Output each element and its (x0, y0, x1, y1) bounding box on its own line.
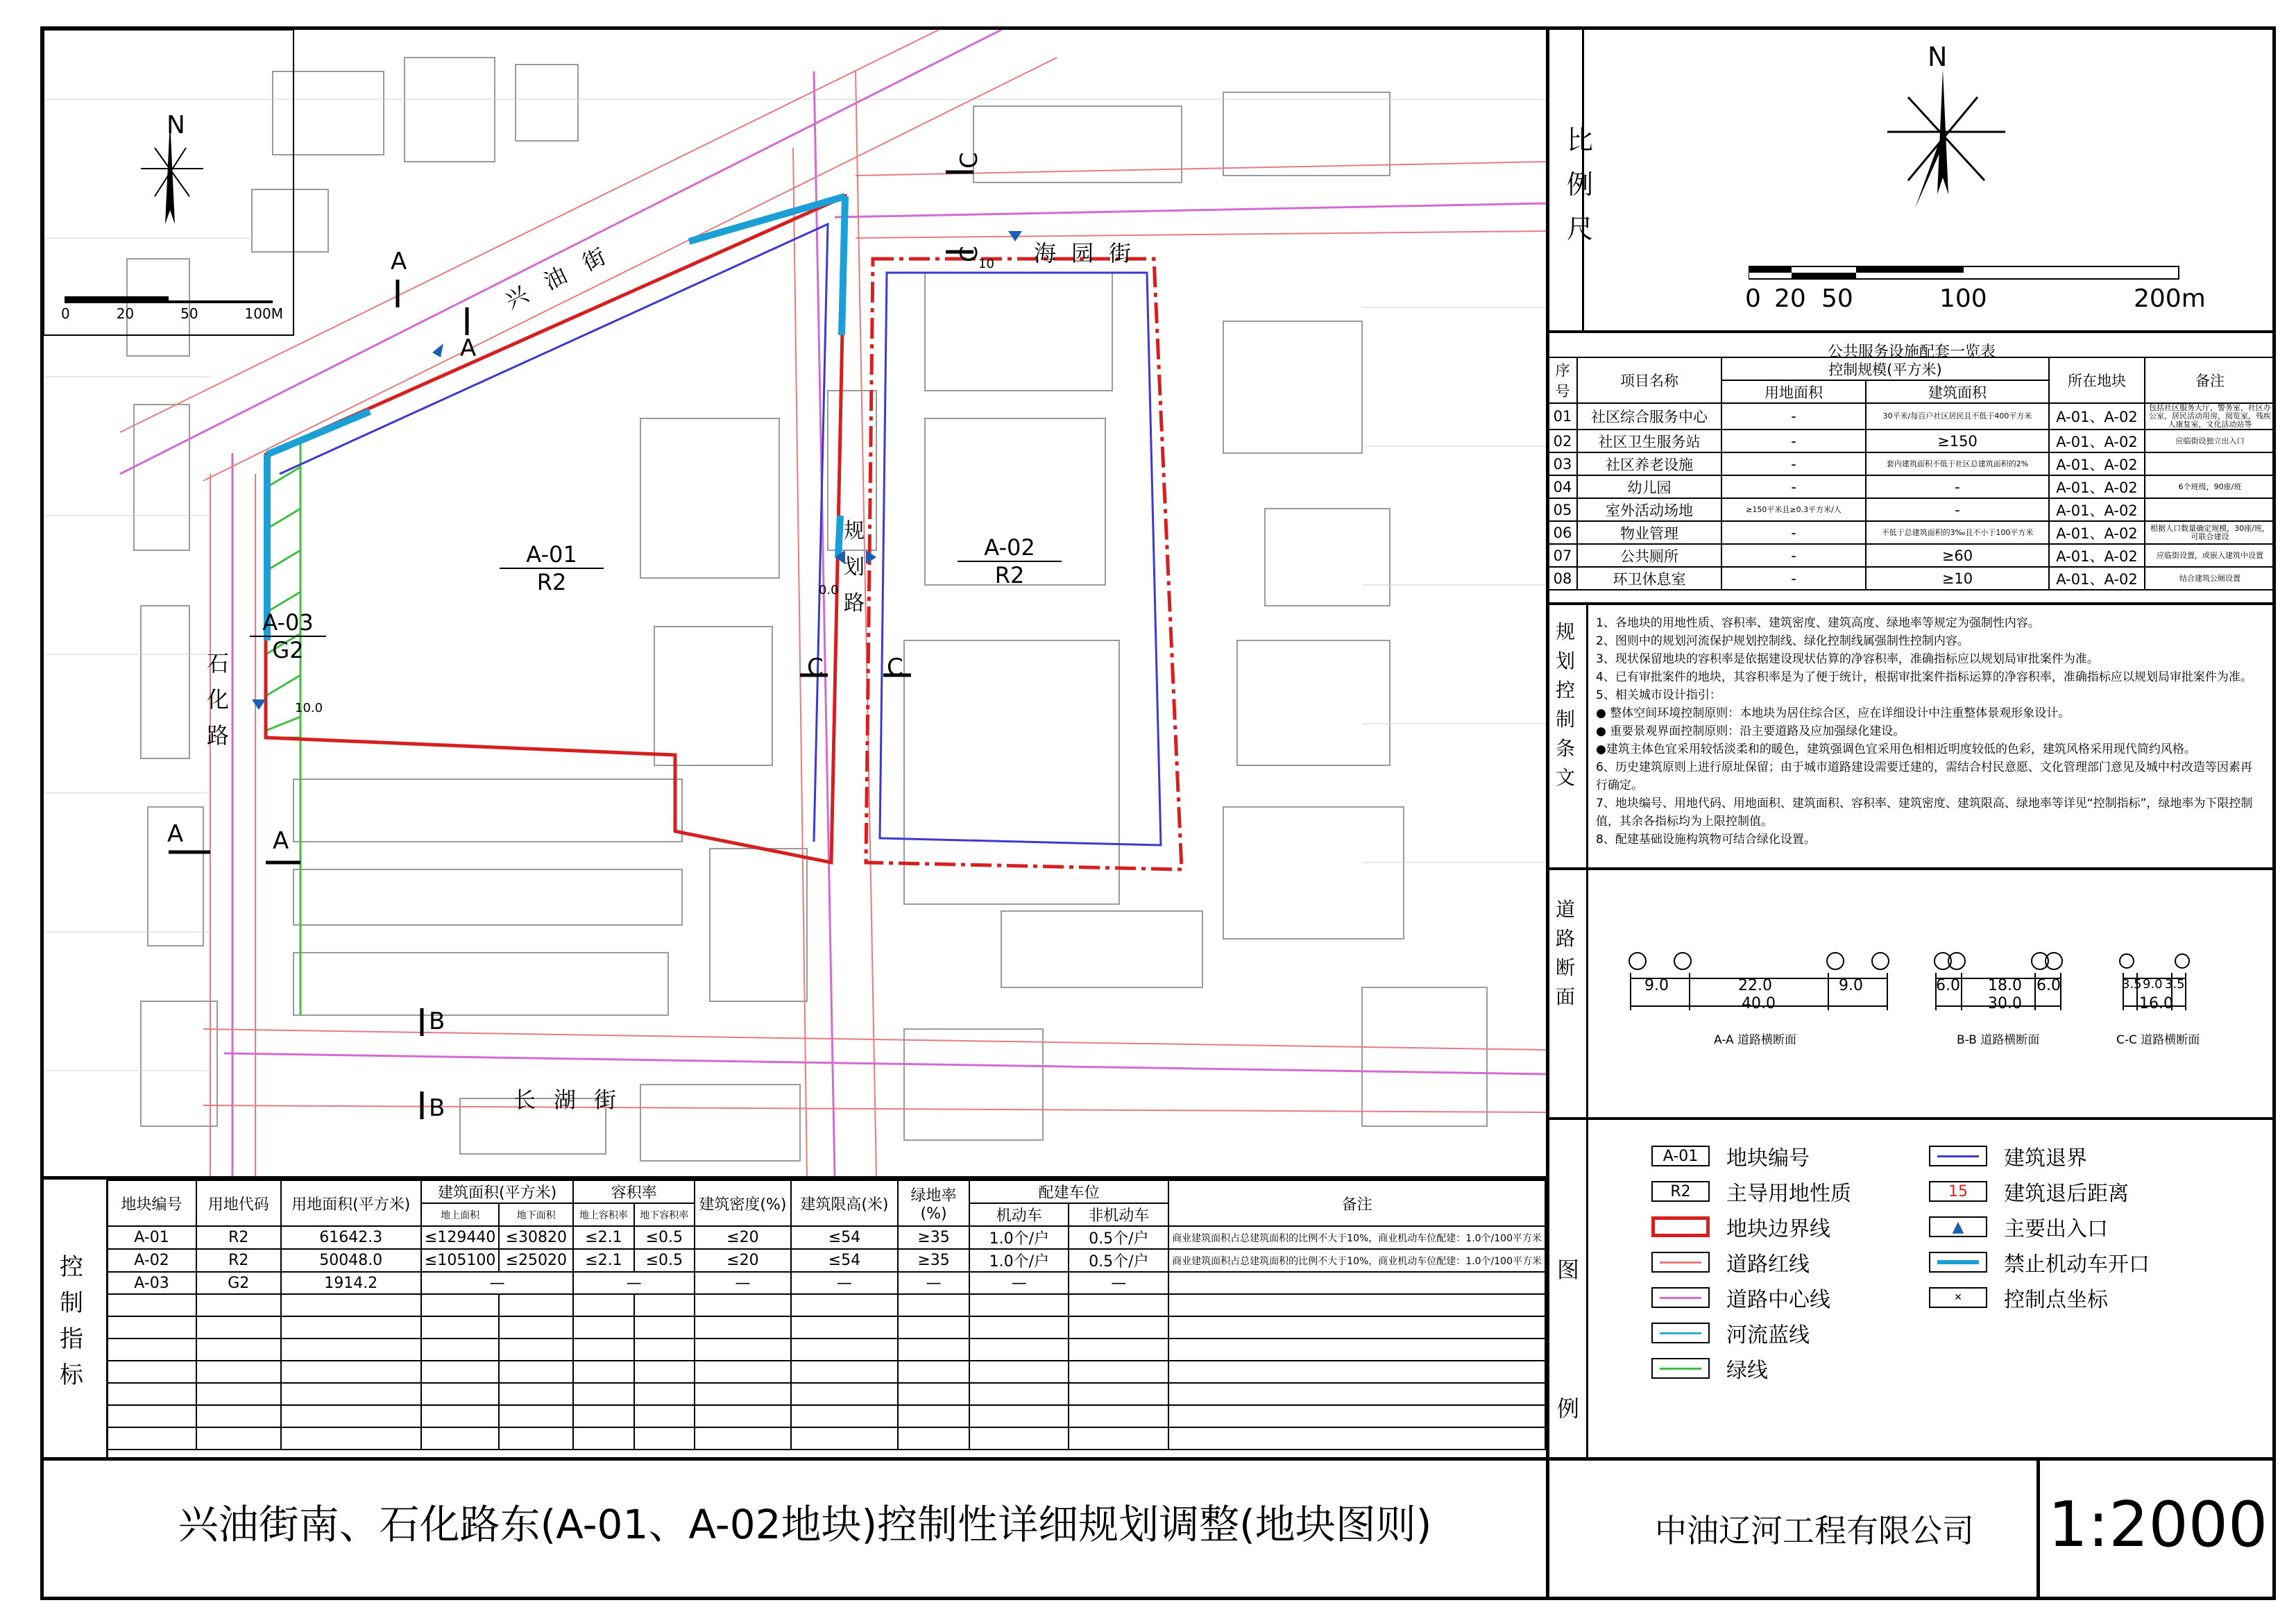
ctrl-motor: 1.0个/户 (969, 1249, 1069, 1272)
fac-note: 根据人口数量确定规模，30座/班，可联合建设 (2145, 521, 2275, 544)
ctrl-note: 商业建筑面积占总建筑面积的比例不大于10%，商业机动车位配建：1.0个/100平方米 (1168, 1249, 1545, 1272)
aa-part: 9.0 (1644, 977, 1669, 994)
ctrl-height: ≤54 (791, 1249, 898, 1272)
ctrl-motor: 1.0个/户 (969, 1226, 1069, 1249)
scale-bar-panel (1749, 264, 2193, 284)
ctrl-h-parcel: 地块编号 (107, 1180, 196, 1226)
fac-name: 社区养老设施 (1577, 452, 1721, 475)
fac-row (1548, 430, 2275, 452)
ctrl-code: R2 (196, 1249, 281, 1272)
fac-h-land: 用地面积 (1721, 380, 1866, 403)
fac-row (1548, 567, 2275, 590)
parcel-code: G2 (272, 637, 304, 663)
fac-row (1548, 452, 2275, 475)
fac-land: ≥150平米且≥0.3平方米/人 (1721, 498, 1866, 521)
parcel-id: A-01 (500, 541, 604, 569)
fac-h-parcel: 所在地块 (2049, 357, 2145, 403)
ctrl-parcel: A-01 (107, 1226, 196, 1249)
road-title: 道路断面 (1556, 898, 1576, 1008)
legend-symbol (1651, 1216, 1710, 1237)
parcel-boundary-a01 (266, 196, 845, 863)
ctrl-area: 61642.3 (281, 1226, 421, 1249)
scale-tick: 100 (1939, 284, 1987, 313)
fac-h-seq: 序号 (1548, 357, 1577, 403)
svg-text:C: C (955, 246, 983, 262)
bb-part: 6.0 (2036, 977, 2061, 994)
fac-h-floor: 建筑面积 (1866, 380, 2049, 403)
parcel-code: R2 (994, 562, 1025, 588)
street-changhu: 长湖街 (513, 1087, 635, 1113)
ctrl-row (107, 1226, 1545, 1249)
fac-floor: - (1866, 475, 2049, 498)
legend-label: 建筑退界 (2004, 1146, 2087, 1171)
fac-floor: 30平米/每百户社区居民且不低于400平方米 (1866, 403, 2049, 430)
legend-item (1651, 1176, 1851, 1207)
ctrl-farb: ≤0.5 (634, 1249, 695, 1272)
fac-row (1548, 475, 2275, 498)
ctrl-row (107, 1249, 1545, 1272)
scale-small-tick: 50 (180, 305, 198, 322)
ctrl-h-green: 绿地率(%) (898, 1180, 969, 1226)
fac-name: 幼儿园 (1577, 475, 1721, 498)
legend-item (1651, 1318, 1810, 1348)
ctrl-motor: — (969, 1272, 1069, 1294)
fac-note (2145, 452, 2275, 475)
legend-item (1929, 1141, 2087, 1171)
fac-seq: 03 (1548, 452, 1577, 475)
rule-item: 2、图则中的规划河流保护规划控制线、绿化控制线属强制性控制内容。 (1596, 634, 1969, 648)
ctrl-nonmotor: — (1069, 1272, 1168, 1294)
fac-floor: 套内建筑面积不低于社区总建筑面积的2% (1866, 452, 2049, 475)
cc-total: 16.0 (2139, 995, 2173, 1012)
legend-symbol (1651, 1358, 1710, 1379)
fac-name: 室外活动场地 (1577, 498, 1721, 521)
legend-item (1651, 1282, 1830, 1313)
fac-row (1548, 498, 2275, 521)
legend-item (1929, 1247, 2150, 1277)
fac-floor: 不低于总建筑面积的3‰且不小于100平方米 (1866, 521, 2049, 544)
parcel-label-a01 (500, 541, 604, 595)
ctrl-h-far-above: 地上容积率 (573, 1203, 633, 1226)
ctrl-h-floor-below: 地下面积 (499, 1203, 573, 1226)
fac-parcel: A-01、A-02 (2049, 544, 2145, 567)
fac-note: 包括社区服务大厅，警务室，社区办公室，居民活动用房，阅览室，残疾人康复室，文化活动站等 (2145, 403, 2275, 430)
legend-symbol (1929, 1216, 1987, 1237)
legend-symbol (1929, 1252, 1987, 1273)
legend-label: 道路中心线 (1726, 1288, 1830, 1312)
fac-name: 物业管理 (1577, 521, 1721, 544)
fac-land: - (1721, 475, 1866, 498)
ctrl-fa: ≤105100 (421, 1249, 499, 1272)
ctrl-area: 50048.0 (281, 1249, 421, 1272)
cc-part: 3.5 (2122, 977, 2142, 992)
fac-name: 环卫休息室 (1577, 567, 1721, 590)
ctrl-code: R2 (196, 1226, 281, 1249)
company-name: 中油辽河工程有限公司 (1655, 1512, 1974, 1549)
scale-bar-small (65, 296, 273, 303)
entrance-icon: ▲ (1952, 1218, 1964, 1236)
ctrl-farb: ≤0.5 (634, 1226, 695, 1249)
ctrl-height: — (791, 1272, 898, 1294)
fac-parcel: A-01、A-02 (2049, 403, 2145, 430)
legend-label: 河流蓝线 (1726, 1323, 1810, 1348)
divider-company (2036, 1457, 2040, 1600)
scale-tick: 20 (1774, 284, 1806, 313)
legend-symbol (1929, 1146, 1987, 1166)
ctrl-parcel: A-03 (107, 1272, 196, 1294)
cc-part: 3.5 (2165, 977, 2185, 992)
north-label-panel: N (1928, 42, 1948, 72)
ctrl-h-floor-above: 地上面积 (421, 1203, 499, 1226)
scale-tick: 200m (2134, 284, 2206, 313)
ctrl-h-far: 容积率 (573, 1180, 695, 1203)
facility-table-wrap (1547, 340, 2276, 590)
parcel-id: A-03 (250, 609, 326, 637)
fac-land: - (1721, 452, 1866, 475)
rules-title: 规划控制条文 (1556, 620, 1576, 789)
legend-symbol (1929, 1181, 1987, 1202)
scale-small-tick: 0 (61, 305, 70, 322)
street-guihua: 规划路 (844, 519, 865, 615)
planning-map (44, 30, 1546, 1176)
legend-item (1929, 1282, 2108, 1313)
control-point-icon: ✕ (1954, 1292, 1962, 1303)
ctrl-fara: ≤2.1 (573, 1249, 633, 1272)
ctrl-fb: ≤25020 (499, 1249, 573, 1272)
rule-item: 8、配建基础设施构筑物可结合绿化设置。 (1596, 833, 1816, 847)
ctrl-height: ≤54 (791, 1226, 898, 1249)
svg-text:C: C (807, 654, 824, 681)
fac-note (2145, 498, 2275, 521)
footer-title: 兴油街南、石化路东(A-01、A-02地块)控制性详细规划调整(地块图则) (178, 1501, 1432, 1548)
ctrl-density: ≤20 (695, 1226, 791, 1249)
fac-land: - (1721, 403, 1866, 430)
fac-floor: ≥60 (1866, 544, 2049, 567)
fac-land: - (1721, 430, 1866, 452)
legend-label: 主要出入口 (2004, 1217, 2108, 1241)
section-name-aa: A-A 道路横断面 (1714, 1033, 1797, 1047)
divider-scale (1547, 330, 2276, 333)
fac-seq: 06 (1548, 521, 1577, 544)
street-xingyou: 兴油街 (500, 233, 629, 314)
svg-text:A: A (167, 820, 184, 848)
legend-symbol (1651, 1287, 1710, 1308)
rule-item: ●建筑主体色宜采用较恬淡柔和的暖色，建筑强调色宜采用色相相近明度较低的色彩，建筑风格采用现代简约风格。 (1596, 742, 2196, 756)
control-table (106, 1180, 1546, 1450)
fac-note: 6个班级，90座/班 (2145, 475, 2275, 498)
bb-total: 30.0 (1988, 995, 2022, 1012)
ctrl-h-nonmotor: 非机动车 (1069, 1203, 1168, 1226)
ctrl-h-motor: 机动车 (969, 1203, 1069, 1226)
divider-footer (40, 1457, 2276, 1461)
parcel-a03 (266, 439, 300, 1015)
section-name-cc: C-C 道路横断面 (2116, 1033, 2200, 1047)
fac-seq: 02 (1548, 430, 1577, 452)
fac-parcel: A-01、A-02 (2049, 452, 2145, 475)
aa-total: 40.0 (1742, 995, 1776, 1012)
fac-row (1548, 403, 2275, 430)
ctrl-h-floor: 建筑面积(平方米) (421, 1180, 573, 1203)
legend-item (1651, 1141, 1810, 1171)
ctrl-row (107, 1272, 1545, 1294)
ctrl-nonmotor: 0.5个/户 (1069, 1226, 1168, 1249)
fac-parcel: A-01、A-02 (2049, 567, 2145, 590)
rule-item: ● 重要景观界面控制原则：沿主要道路及应加强绿化建设。 (1596, 724, 1905, 738)
north-label-map: N (167, 111, 185, 139)
setback-label: 10.0 (295, 701, 323, 715)
scale-title: 比例尺 (1567, 125, 1594, 244)
rule-item: 6、历史建筑原则上进行原址保留；由于城市道路建设需要迁建的，需结合村民意愿、文化管理部门意见及城中村改造等因素再行确定。 (1596, 760, 2252, 792)
ctrl-h-code: 用地代码 (196, 1180, 281, 1226)
legend-label: 道路红线 (1726, 1252, 1810, 1277)
svg-text:C: C (955, 152, 983, 169)
legend-label: 控制点坐标 (2004, 1288, 2108, 1312)
ctrl-green: — (898, 1272, 969, 1294)
ctrl-fb: ≤30820 (499, 1226, 573, 1249)
rule-item: 4、已有审批案件的地块，其容积率是为了便于统计，根据审批案件指标运算的净容积率，准确指标应以规划局审批案件为准。 (1596, 670, 2252, 684)
svg-text:B: B (429, 1094, 445, 1122)
rule-item: 5、相关城市设计指引： (1596, 688, 1721, 702)
ctrl-fa: — (421, 1272, 573, 1294)
svg-text:B: B (429, 1008, 445, 1035)
bb-part: 6.0 (1936, 977, 1960, 994)
fac-land: - (1721, 567, 1866, 590)
parcel-label-a02 (958, 534, 1062, 588)
scale-small-tick: 20 (116, 305, 135, 322)
fac-parcel: A-01、A-02 (2049, 475, 2145, 498)
fac-name: 社区综合服务中心 (1577, 403, 1721, 430)
divider-rules (1547, 602, 2276, 605)
rule-item: 3、现状保留地块的容积率是依据建设现状估算的净容积率，准确指标应以规划局审批案件为准。 (1596, 652, 2099, 666)
fac-name: 社区卫生服务站 (1577, 430, 1721, 452)
legend-item (1651, 1353, 1768, 1384)
scale-small-ticks (61, 305, 283, 322)
parcel-label-a03 (250, 609, 326, 663)
ctrl-fa: ≤129440 (421, 1226, 499, 1249)
legend-symbol: R2 (1651, 1181, 1710, 1202)
legend-symbol (1929, 1287, 1987, 1308)
fac-floor: - (1866, 498, 2049, 521)
ctrl-h-area: 用地面积(平方米) (281, 1180, 421, 1226)
bb-part: 18.0 (1988, 977, 2022, 994)
divider-legend (1547, 1117, 2276, 1120)
fac-h-note: 备注 (2145, 357, 2275, 403)
rules-text (1596, 614, 2255, 849)
ctrl-nonmotor: 0.5个/户 (1069, 1249, 1168, 1272)
svg-text:A: A (460, 334, 477, 362)
fac-land: - (1721, 544, 1866, 567)
facility-title: 公共服务设施配套一览表 (1827, 343, 1996, 361)
ctrl-h-parking: 配建车位 (969, 1180, 1168, 1203)
divider-road (1547, 867, 2276, 870)
legend-label: 建筑退后距离 (2004, 1182, 2129, 1206)
legend-label: 绿线 (1726, 1359, 1768, 1383)
north-arrow-panel (1873, 42, 2026, 236)
svg-text:A: A (391, 248, 407, 275)
ctrl-h-note: 备注 (1168, 1180, 1545, 1226)
fac-parcel: A-01、A-02 (2049, 521, 2145, 544)
rule-item: 7、地块编号、用地代码、用地面积、建筑面积、容积率、建筑密度、建筑限高、绿地率等详见“控制指标”，绿地率为下限控制值，其余各指标均为上限控制值。 (1596, 797, 2253, 829)
base-buildings (127, 58, 1487, 1161)
legend-item (1651, 1247, 1810, 1277)
fac-note: 应临街设独立出入口 (2145, 430, 2275, 452)
ctrl-note (1168, 1272, 1545, 1294)
main-entrances (252, 231, 1022, 710)
parcel-code: R2 (536, 569, 567, 595)
fac-floor: ≥10 (1866, 567, 2049, 590)
facility-table (1547, 357, 2276, 590)
setback-distance-icon: 15 (1948, 1182, 1968, 1200)
ctrl-green: ≥35 (898, 1226, 969, 1249)
svg-text:C: C (887, 654, 903, 681)
cc-part: 9.0 (2143, 977, 2163, 992)
fac-name: 公共厕所 (1577, 544, 1721, 567)
aa-part: 22.0 (1738, 977, 1772, 994)
street-shihua: 石化路 (207, 650, 230, 749)
fac-note: 应临街设置，或嵌入建筑中设置 (2145, 544, 2275, 567)
ctrl-green: ≥35 (898, 1249, 969, 1272)
legend-symbol (1651, 1252, 1710, 1273)
ctrl-code: G2 (196, 1272, 281, 1294)
fac-row (1548, 544, 2275, 567)
drawing-scale: 1:2000 (2048, 1488, 2268, 1561)
section-name-bb: B-B 道路横断面 (1957, 1033, 2040, 1047)
ctrl-fara: ≤2.1 (573, 1226, 633, 1249)
fac-seq: 01 (1548, 403, 1577, 430)
fac-land: - (1721, 521, 1866, 544)
legend-item (1651, 1212, 1830, 1242)
legend-label: 地块编号 (1726, 1146, 1810, 1171)
setback-label: 0.0 (819, 583, 839, 597)
fac-seq: 08 (1548, 567, 1577, 590)
legend-label: 主导用地性质 (1726, 1182, 1851, 1206)
fac-seq: 04 (1548, 475, 1577, 498)
ctrl-h-density: 建筑密度(%) (695, 1180, 791, 1226)
legend-item (1929, 1212, 2108, 1242)
street-haiyuan: 海园街 (1034, 240, 1147, 266)
fac-h-control: 控制规模(平方米) (1721, 357, 2049, 380)
aa-part: 9.0 (1839, 977, 1863, 994)
fac-seq: 05 (1548, 498, 1577, 521)
fac-floor: ≥150 (1866, 430, 2049, 452)
fac-seq: 07 (1548, 544, 1577, 567)
ctrl-density: ≤20 (695, 1249, 791, 1272)
scale-tick: 50 (1821, 284, 1853, 313)
ctrl-density: — (695, 1272, 791, 1294)
svg-text:A: A (273, 827, 289, 855)
ctrl-parcel: A-02 (107, 1249, 196, 1272)
ctrl-h-height: 建筑限高(米) (791, 1180, 898, 1226)
legend-title: 图例 (1557, 1257, 1580, 1422)
legend-symbol (1651, 1323, 1710, 1343)
ctrl-area: 1914.2 (281, 1272, 421, 1294)
setback-label: 10 (978, 257, 994, 271)
legend-item (1929, 1176, 2129, 1207)
parcel-id: A-02 (958, 534, 1062, 562)
rule-item: ● 整体空间环境控制原则：本地块为居住综合区，应在详细设计中注重整体景观形象设计。 (1596, 706, 2070, 720)
legend-label: 禁止机动车开口 (2004, 1252, 2150, 1277)
ctrl-note: 商业建筑面积占总建筑面积的比例不大于10%，商业机动车位配建：1.0个/100平方米 (1168, 1226, 1545, 1249)
legend-label: 地块边界线 (1726, 1217, 1830, 1241)
fac-parcel: A-01、A-02 (2049, 430, 2145, 452)
legend-symbol: A-01 (1651, 1146, 1710, 1166)
scale-small-tick: 100M (244, 305, 283, 322)
fac-h-name: 项目名称 (1577, 357, 1721, 403)
fac-note: 结合建筑公厕设置 (2145, 567, 2275, 590)
fac-parcel: A-01、A-02 (2049, 498, 2145, 521)
fac-row (1548, 521, 2275, 544)
ctrl-h-far-below: 地下容积率 (634, 1203, 695, 1226)
ctrl-fara: — (573, 1272, 695, 1294)
rule-item: 1、各地块的用地性质、容积率、建筑密度、建筑高度、绿地率等规定为强制性内容。 (1596, 616, 2040, 630)
control-title: 控制指标 (60, 1253, 83, 1389)
scale-tick: 0 (1745, 284, 1761, 313)
